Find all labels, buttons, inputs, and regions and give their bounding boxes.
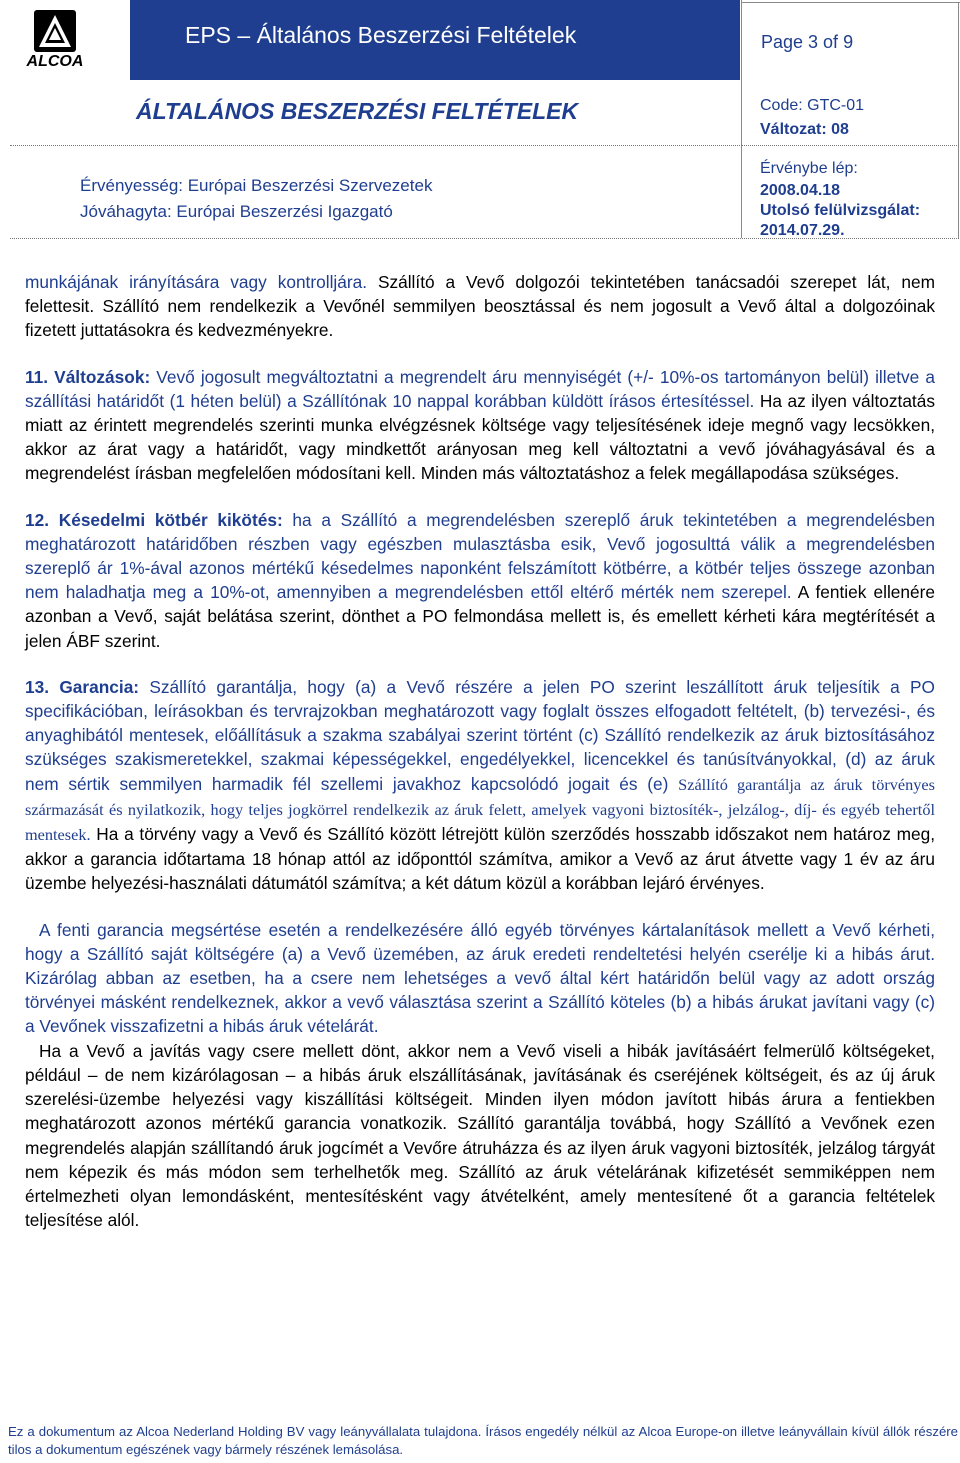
section-text: A fentiek ellenére azonban a Vevő, saját belátása szerint, dönthet a PO felmondása mellett is, és emellett kérheti kára megtérítését a jelen ÁBF szerint. <box>25 582 935 651</box>
paragraph-text: Szállító a Vevő dolgozói tekintetében tanácsadói szerepet lát, nem felettesit. Szállító nem rendelkezik a Vevőnél semmilyen beosztással és nem jogosult a Vevő által a dolgozóinak fizetett juttatásokra és kedvezményekre. <box>25 272 935 341</box>
section-title: Késedelmi kötbér kikötés: <box>58 509 283 530</box>
document-title: EPS – Általános Beszerzési Feltételek <box>185 22 577 48</box>
effective-label: Érvénybe lép: <box>760 160 858 177</box>
section-text: Vevő jogosult megváltoztatni a megrendelt áru mennyiségét (+/- 10%-os tartományon belül) illetve a szállítási határidőt (1 héten belül) a Szállítónak 10 nappal korábban küldött írásos értesítéssel. <box>25 366 935 411</box>
section-12 <box>25 508 935 653</box>
review-date: 2014.07.29. <box>760 222 845 239</box>
section-text: ha a Szállító a megrendelésben szereplő áruk tekintetében a megrendelésben meghatározott határidőben részben vagy egészben mulasztásba esik, Vevő jogosulttá válik a megrendelésben szereplő ár 1%-ával azonos mértékű késedelmes naponként felszámított kötbérre, a kötbér teljes összege azonban nem haladhatja meg a 10%-ot, amennyiben a megrendelésben ettől eltérő mérték nem szerepel. <box>25 509 935 603</box>
section-text: Szállító garantálja, hogy (a) a Vevő részére a jelen PO szerint leszállított áruk teljesítik a PO specifikációban, leírásokban és tervrajzokban meghatározott vagy foglalt összes elfogadott feltételt, (b) tervezési-, és anyaghibától mentesek, előállításuk a szakma szabályai szerint történt (c) Szállító rendelkezik az áruk biztosításához szükséges szakismeretekkel, szakmai képességekkel, engedélyekkel, licencekkel és tanúsítványokkal, (d) az áruk nem sértik semmilyen harmadik fél szellemi javakhoz kapcsolódó jogait és (e) <box>25 676 935 794</box>
section-title: Változások: <box>54 366 151 387</box>
header-rule <box>741 145 959 146</box>
document-version: Változat: 08 <box>760 121 849 138</box>
header-divider <box>741 0 742 238</box>
section-number: 13. <box>25 676 50 697</box>
document-footer: Ez a dokumentum az Alcoa Nederland Holding BV vagy leányvállalata tulajdona. Írásos engedély nélkül az Alcoa Europe-on illetve leányvállain kívül állók részére tilos a dokumentum egészének vagy bármely részének lemásolása. <box>8 1424 958 1457</box>
section-number: 12. <box>25 509 50 530</box>
title-band <box>130 0 740 80</box>
section-11 <box>25 365 935 486</box>
page-indicator <box>743 2 958 78</box>
logo-text: ALCOA <box>26 53 84 70</box>
section-13 <box>25 675 935 896</box>
approved-by: Jóváhagyta: Európai Beszerzési Igazgató <box>80 202 393 221</box>
section-text: Ha az ilyen változtatás miatt az érintett megrendelés szerinti munka elvégzésnek költsége vagy teljesítésének ideje megnő vagy lecsökken, akkor az árat vagy a határidőt, vagy mindkettőt arányosan meg kell változtatni a vevő jóváhagyásával és a megrendelést írásban megfelelően módosítani kell. Minden más változtatáshoz a felek megállapodása szükséges. <box>25 390 935 484</box>
section-title: Garancia: <box>59 676 140 697</box>
page-number: Page 3 of 9 <box>761 32 854 52</box>
header-rule <box>10 145 740 146</box>
paragraph <box>25 270 935 343</box>
document-body <box>25 270 935 1232</box>
document-code: Code: GTC-01 <box>760 97 865 114</box>
paragraph: A fenti garancia megsértése esetén a rendelkezésére álló egyéb törvényes kártalanítások mellett a Vevő kérheti, hogy a Szállító saját költségére (a) a Vevő üzemében, az áruk eredeti rendeltetési helyén cserélje ki a hibás árut. Kizárólag abban az esetben, ha a csere nem lehetséges a vevő által kért határidőn belül vagy az adott ország törvényei másként rendelkeznek, akkor a vevő választása szerint a Szállító köteles (b) a hibás árukat javítani vagy (c) a Vevőnek visszafizetni a hibás áruk vételárát. <box>25 919 935 1037</box>
review-label: Utolsó felülvizsgálat: <box>760 202 921 219</box>
paragraph: Ha a Vevő a javítás vagy csere mellett dönt, akkor nem a Vevő viseli a hibák javításáért felmerülő költségeket, például – de nem kizárólagosan – a hibás áruk elszállításának, javításának és cseréjének költségeit, és az új áruk szerelési-üzembe helyezési vagy kiszállítási költségeit. Minden ilyen módon javított hibás árura a fentiekben meghatározott azonos mértékű garancia vonatkozik. Szállító garantálja továbbá, hogy Szállító a Vevőnek ezen megrendelés alapján szállítandó áruk jogcímét a Vevőre átruházza és az ilyen áruk vagyoni biztosíték, jelzálog tárgyát nem képezik és más módon sem terhelhetők meg. Szállító az áruk vételárának kifizetését semmiképpen nem értelmezheti olyan lemondásként, mentesítésként vagy átvételként, amely mentesítené őt a garancia feltételek teljesítése alól. <box>25 1040 935 1231</box>
section-text: Ha a törvény vagy a Vevő és Szállító között létrejött külön szerződés hosszabb időszakot nem határoz meg, akkor a garancia időtartama 18 hónap attól az időponttól számítva, amikor a Vevő az árut átvette vagy 1 év az áru üzembe helyezési-használati dátumától számítva; a két dátum közül a korábban lejáró érvényes. <box>25 824 935 894</box>
header-divider <box>958 2 959 238</box>
alcoa-logo <box>10 8 100 70</box>
document-header <box>0 0 960 240</box>
paragraph-text: munkájának irányítására vagy kontrolljára. <box>25 272 378 292</box>
main-heading: ÁLTALÁNOS BESZERZÉSI FELTÉTELEK <box>136 98 579 124</box>
effective-date: 2008.04.18 <box>760 182 841 199</box>
validity-scope: Érvényesség: Európai Beszerzési Szervezetek <box>80 176 433 195</box>
section-text: Szállító garantálja az áruk törvényes származását és nyilatkozik, hogy teljes jogkörrel rendelkezik az áruk felett, amelyek vagyoni biztosíték-, jelzálog-, díj- és egyéb tehertől mentesek. <box>25 774 935 845</box>
section-number: 11. <box>25 366 49 387</box>
